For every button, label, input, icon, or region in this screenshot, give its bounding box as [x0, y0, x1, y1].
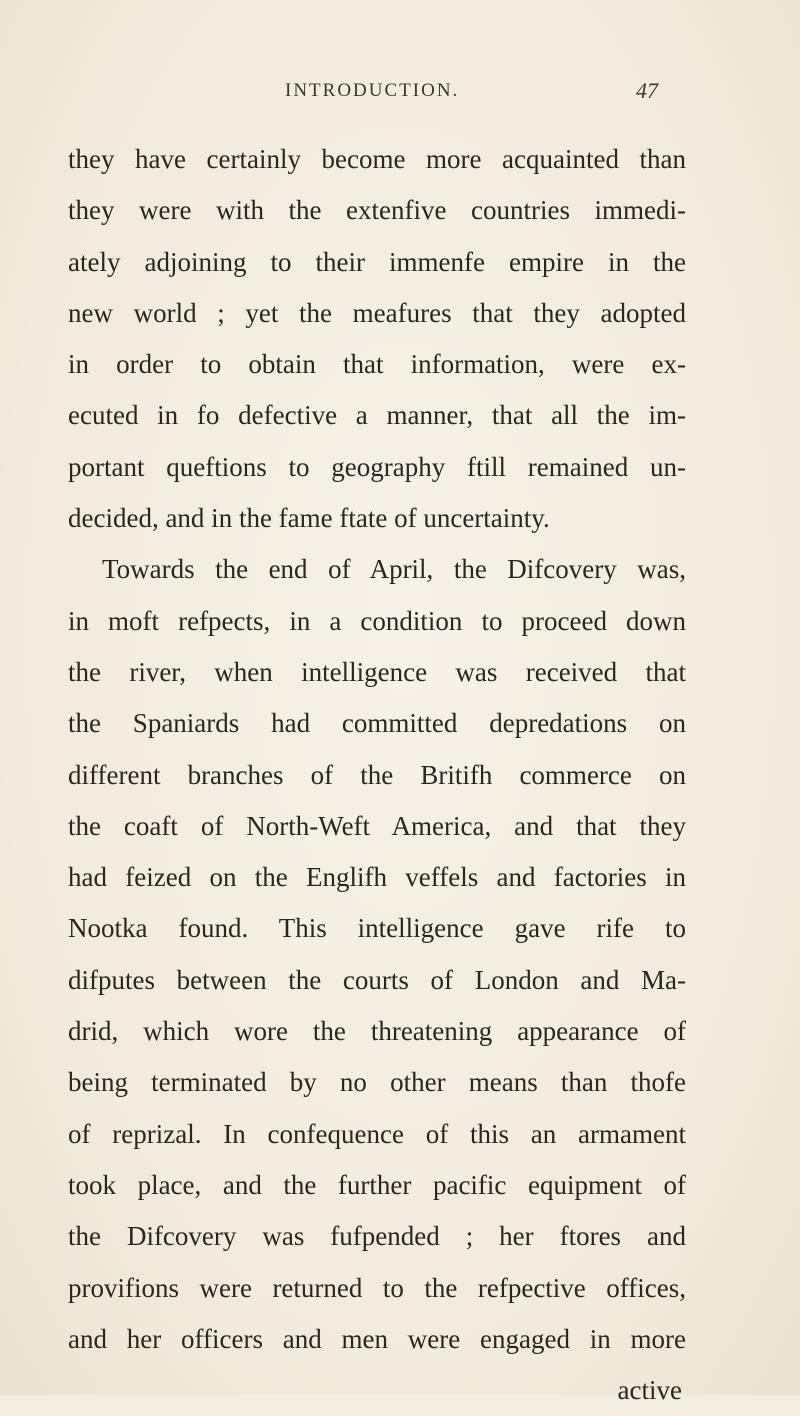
text-line: the river, when intelligence was received that	[68, 656, 686, 687]
text-line: took place, and the further pacific equipment of	[68, 1169, 686, 1200]
running-head: INTRODUCTION.	[285, 80, 460, 101]
text-line: the Difcovery was fufpended ; her ftores and	[68, 1221, 686, 1252]
catchword: active	[617, 1375, 682, 1406]
text-line: new world ; yet the meafures that they adopted	[68, 297, 686, 328]
text-line: decided, and in the fame ftate of uncertainty.	[68, 503, 550, 534]
page-number: 47	[636, 78, 658, 103]
text-line: in moft refpects, in a condition to proceed down	[68, 605, 686, 636]
body-text	[68, 134, 686, 1416]
paragraph-start-line: Towards the end of April, the Difcovery was,	[102, 554, 686, 585]
text-line: ately adjoining to their immenfe empire in the	[68, 246, 686, 277]
text-line: of reprizal. In confequence of this an armament	[68, 1118, 686, 1149]
text-line: difputes between the courts of London and Ma-	[68, 964, 686, 995]
text-line: portant queftions to geography ftill remained un-	[68, 451, 686, 482]
text-line: different branches of the Britifh commerce on	[68, 759, 686, 790]
text-line: ecuted in fo defective a manner, that all the im-	[68, 400, 686, 431]
text-line: being terminated by no other means than thofe	[68, 1067, 686, 1098]
text-line: and her officers and men were engaged in more	[68, 1323, 686, 1354]
text-line: in order to obtain that information, were ex-	[68, 349, 686, 380]
text-line: drid, which wore the threatening appearance of	[68, 1016, 686, 1047]
text-line: the Spaniards had committed depredations on	[68, 708, 686, 739]
text-line: they have certainly become more acquainted than	[68, 144, 686, 174]
text-line: they were with the extenfive countries immedi-	[68, 195, 686, 226]
text-line: Nootka found. This intelligence gave rife to	[68, 913, 686, 944]
text-line: provifions were returned to the refpective offices,	[68, 1272, 686, 1303]
text-line: had feized on the Englifh veffels and factories in	[68, 862, 686, 893]
page-header	[0, 80, 800, 110]
text-line: the coaft of North-Weft America, and that they	[68, 810, 686, 841]
